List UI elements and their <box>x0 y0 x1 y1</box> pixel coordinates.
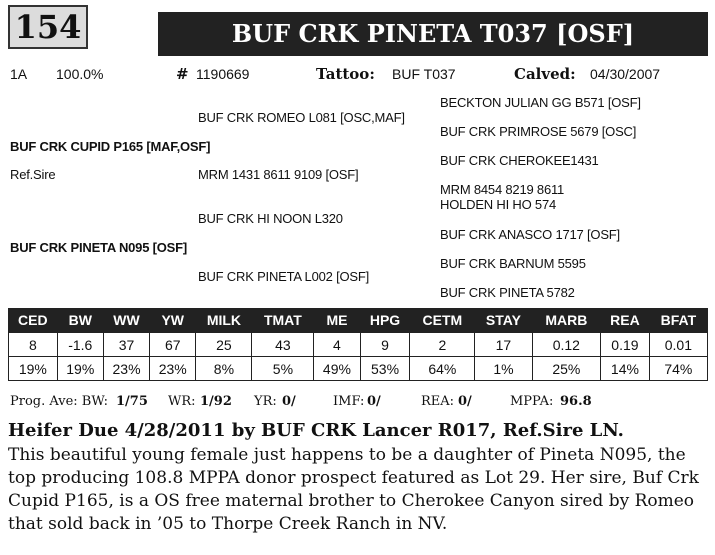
epd-header: BW <box>57 308 103 333</box>
tattoo-label: Tattoo: <box>316 65 375 83</box>
registry-code: 1A <box>10 66 28 82</box>
prog-mppa-label: MPPA: <box>510 394 554 409</box>
epd-header: MARB <box>532 308 600 333</box>
prog-wr-value: 1/92 <box>200 394 232 409</box>
prog-yr-value: 0/ <box>282 394 296 409</box>
pedigree-dsd: BUF CRK ANASCO 1717 [OSF] <box>440 227 620 242</box>
prog-imf-label: IMF: <box>333 394 365 409</box>
epd-header: WW <box>103 308 149 333</box>
epd-table <box>8 308 708 381</box>
epd-header: HPG <box>360 308 410 333</box>
epd-value: 9 <box>360 333 410 357</box>
heifer-due-line: Heifer Due 4/28/2011 by BUF CRK Lancer R017, Ref.Sire LN. <box>8 420 624 441</box>
epd-percentile: 74% <box>649 357 707 381</box>
epd-header: TMAT <box>252 308 314 333</box>
tattoo-value: BUF T037 <box>392 66 456 82</box>
pedigree-ddd: BUF CRK PINETA 5782 <box>440 285 575 300</box>
prog-imf-value: 0/ <box>367 394 381 409</box>
pedigree-dds: BUF CRK BARNUM 5595 <box>440 256 586 271</box>
epd-value-row <box>9 333 708 357</box>
epd-value: 25 <box>196 333 252 357</box>
pedigree-sire: BUF CRK CUPID P165 [MAF,OSF] <box>10 139 211 154</box>
prog-wr-label: WR: <box>168 394 196 409</box>
prog-bw-value: 1/75 <box>116 394 148 409</box>
epd-percentile: 53% <box>360 357 410 381</box>
epd-value: 17 <box>475 333 532 357</box>
epd-percentile: 1% <box>475 357 532 381</box>
epd-percentile: 5% <box>252 357 314 381</box>
pedigree-dam-sire: BUF CRK HI NOON L320 <box>198 211 343 226</box>
prog-rea-label: REA: <box>421 394 455 409</box>
epd-value: 43 <box>252 333 314 357</box>
pedigree-sdd: MRM 8454 8219 8611 <box>440 182 565 197</box>
pedigree-dam-dam: BUF CRK PINETA L002 [OSF] <box>198 269 370 284</box>
epd-percentile: 8% <box>196 357 252 381</box>
pedigree-sire-dam: MRM 1431 8611 9109 [OSF] <box>198 167 359 182</box>
prog-mppa-value: 96.8 <box>560 394 592 409</box>
reg-label: # <box>176 65 189 83</box>
pedigree-dss: HOLDEN HI HO 574 <box>440 197 557 212</box>
epd-percentile: 19% <box>9 357 58 381</box>
epd-percentile: 19% <box>57 357 103 381</box>
epd-value: 4 <box>314 333 360 357</box>
prog-yr-label: YR: <box>254 394 277 409</box>
epd-header-row <box>9 308 708 333</box>
epd-value: 0.19 <box>601 333 650 357</box>
percent: 100.0% <box>56 66 104 82</box>
epd-percentile-row <box>9 357 708 381</box>
epd-value: 8 <box>9 333 58 357</box>
prog-rea-value: 0/ <box>458 394 472 409</box>
epd-percentile: 25% <box>532 357 600 381</box>
pedigree-ref-sire: Ref.Sire <box>10 167 56 182</box>
pedigree-sire-sire: BUF CRK ROMEO L081 [OSC,MAF] <box>198 110 405 125</box>
epd-value: 0.12 <box>532 333 600 357</box>
animal-name: BUF CRK PINETA T037 [OSF] <box>158 12 708 56</box>
epd-header: CED <box>9 308 58 333</box>
pedigree-sss: BECKTON JULIAN GG B571 [OSF] <box>440 95 641 110</box>
reg-number: 1190669 <box>196 66 250 82</box>
epd-header: CETM <box>410 308 475 333</box>
epd-value: 37 <box>103 333 149 357</box>
epd-value: 67 <box>150 333 196 357</box>
epd-value: -1.6 <box>57 333 103 357</box>
pedigree-sds: BUF CRK CHEROKEE1431 <box>440 153 599 168</box>
epd-header: BFAT <box>649 308 707 333</box>
epd-header: ME <box>314 308 360 333</box>
epd-percentile: 64% <box>410 357 475 381</box>
prog-bw-label: Prog. Ave: BW: <box>10 394 108 409</box>
epd-value: 0.01 <box>649 333 707 357</box>
epd-percentile: 49% <box>314 357 360 381</box>
epd-header: STAY <box>475 308 532 333</box>
epd-header: MILK <box>196 308 252 333</box>
epd-header: REA <box>601 308 650 333</box>
epd-header: YW <box>150 308 196 333</box>
epd-percentile: 14% <box>601 357 650 381</box>
calved-value: 04/30/2007 <box>590 66 661 82</box>
pedigree-dam: BUF CRK PINETA N095 [OSF] <box>10 240 188 255</box>
epd-percentile: 23% <box>150 357 196 381</box>
lot-description: This beautiful young female just happens to be a daughter of Pineta N095, the top producing 108.8 MPPA donor prospect featured as Lot 29. Her sire, Buf Crk Cupid P165, is a OS free maternal brother to Cherokee Canyon sired by Romeo that sold back in ’05 to Thorpe Creek Ranch in NV. <box>8 445 699 534</box>
lot-number: 154 <box>8 5 88 49</box>
pedigree-ssd: BUF CRK PRIMROSE 5679 [OSC] <box>440 124 637 139</box>
epd-percentile: 23% <box>103 357 149 381</box>
calved-label: Calved: <box>514 65 576 83</box>
epd-value: 2 <box>410 333 475 357</box>
